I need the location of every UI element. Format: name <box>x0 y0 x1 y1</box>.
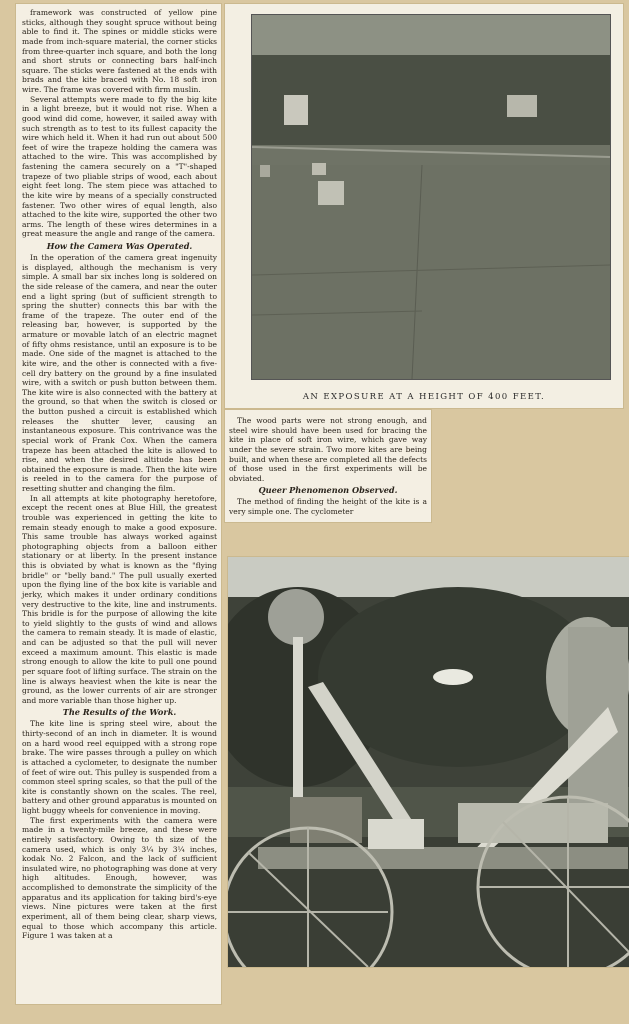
left-article-column <box>16 4 221 1004</box>
paragraph: In all attempts at kite photography heretofore, except the recent ones at Blue Hill, the greatest trouble was experienced in getting the kite to remain steady enough to make a good exposure. This same trouble has always worked against photographing objects from a balloon either stationary or at liberty. In the present instance this is obviated by what is known as the "flying bridle" or "belly band." The pull usually exerted upon the flying line of the box kite is variable and jerky, which makes it under ordinary conditions very destructive to the kite, line and instruments. This bridle is for the purpose of allowing the kite to yield slightly to the gusts of wind and allows the camera to remain steady. It is made of elastic, and can be adjusted so that the pull will never exceed a maximum amount. This elastic is made strong enough to allow the kite to pull one pound per square foot of lifting surface. The strain on the line is always heaviest when the kite is near the ground, as the lower currents of air are stronger and more variable than those higher up. <box>22 493 217 705</box>
paragraph: The kite line is spring steel wire, about the thirty-second of an inch in diameter. It is wound on a hard wood reel equipped with a strong rope brake. The wire passes through a pulley on which is attached a cyclometer, to designate the number of feet of wire out. This pulley is suspended from a common steel spring scales, so that the pull of the kite is constantly shown on the scales. The reel, battery and other ground apparatus is mounted on light buggy wheels for convenience in moving. <box>22 719 217 815</box>
section-heading: Queer Phenomenon Observed. <box>258 485 398 496</box>
aerial-photo-clipping <box>225 4 623 408</box>
paragraph: The method of finding the height of the kite is a very simple one. The cyclometer <box>229 497 427 516</box>
paragraph: The first experiments with the camera were made in a twenty-mile breeze, and these were entirely satisfactory. Owing to th size of the camera used, which is only 3¼ by 3¼ inches, kodak No. 2 Falcon, and the lack of sufficient insulated wire, no photographing was done at very high altitudes. Enough, however, was accomplished to demonstrate the simplicity of the apparatus and its application for taking bird's-eye views. Nine pictures were taken at the first experiment, all of them being clear, sharp views, equal to those which accompany this article. Figure 1 was taken at a <box>22 815 218 941</box>
paragraph: In the operation of the camera great ingenuity is displayed, although the mechanism is very simple. A small bar six inches long is soldered on the side release of the camera, and near the outer end a light spring (but of sufficient strength to spring the shutter) connects this bar with the frame of the trapeze. The outer end of the releasing bar, however, is supported by the armature or movable latch of an electric magnet of fifty ohms resistance, until an exposure is to be made. One side of the magnet is attached to the kite wire, and the other is connected with a five-cell dry battery on the ground by a fine insulated wire, with a switch or push button between them. The kite wire is also connected with the battery at the ground, so that when the switch is closed or the button pushed a circuit is established which releases the shutter lever, causing an instantaneous exposure. This contrivance was the special work of Frank Cox. When the camera trapeze has been attached the kite is allowed to rise, and when the desired altitude has been obtained the exposure is made. Then the kite wire is reeled in to the camera for the purpose of resetting shutter and changing the film. <box>22 253 217 493</box>
paragraph: The wood parts were not strong enough, and steel wire should have been used for bracing the kite in place of soft iron wire, which gave way under the severe strain. Two more kites are being built, and when these are completed all the defects of those used in the first experiments will be obviated. <box>229 416 427 483</box>
section-heading: How the Camera Was Operated. <box>46 241 193 251</box>
paragraph: Several attempts were made to fly the big kite in a light breeze, but it would not rise. When a good wind did come, however, it sailed away with such strength as to test to its fullest capacity the wire which held it. When it had run out about 500 feet of wire the trapeze holding the camera was attached to the wire. This was accomplished by fastening the camera securely on a "T"-shaped trapeze of two pliable strips of wood, each about eight feet long. The stem piece was attached to the kite wire by means of a specially constructed fastener. Two other wires of equal length, also attached to the kite wire, supported the other two arms. The length of these wires determines in a great measure the angle and range of the camera. <box>22 94 217 239</box>
right-article-column <box>225 410 431 522</box>
section-heading: The Results of the Work. <box>62 707 177 718</box>
kite-reel-apparatus-photo <box>228 557 629 967</box>
aerial-photograph <box>251 14 611 380</box>
photo-caption: AN EXPOSURE AT A HEIGHT OF 400 FEET. <box>302 392 546 402</box>
paragraph: framework was constructed of yellow pine sticks, although they sought spruce without being able to find it. The spines or middle sticks were made from inch-square material, the corner sticks from three-quarter inch square, and both the long and short struts or connecting bars half-inch square. The sticks were fastened at the ends with brads and the kite braced with No. 18 soft iron wire. The frame was covered with firm muslin. <box>22 8 217 94</box>
